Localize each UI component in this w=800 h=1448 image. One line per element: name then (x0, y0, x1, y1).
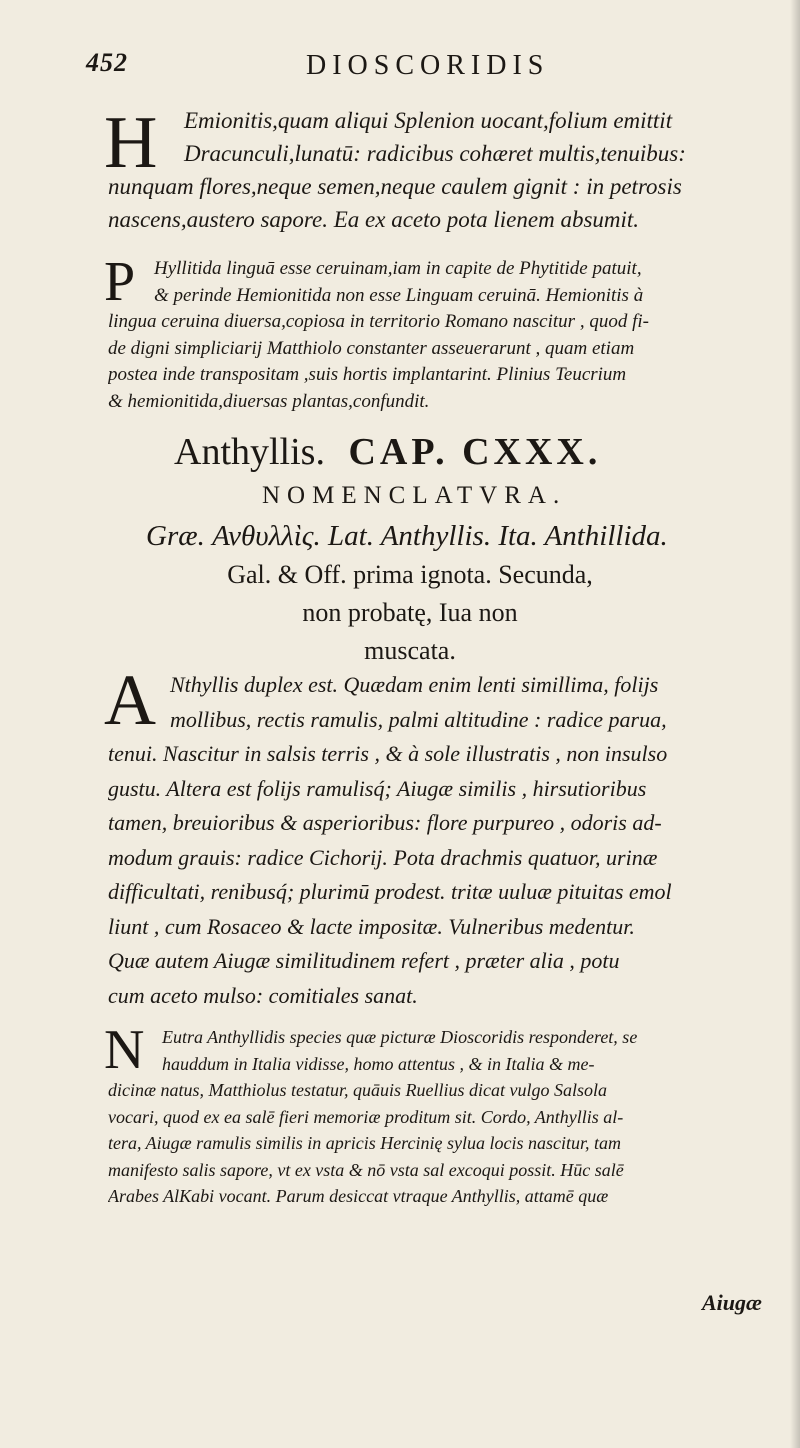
text-line: non probatę, Iua non (302, 598, 518, 627)
text-line: vocari, quod ex ea salē fieri memoriæ proditum sit. Cordo, Anthyllis al- (108, 1106, 624, 1127)
paragraph-anthyllis-commentary (104, 1019, 798, 1210)
text-line: liunt , cum Rosaceo & lacte impositæ. Vulneribus medentur. (108, 913, 635, 939)
nomenclatura-heading: NOMENCLATVRA. (262, 482, 567, 509)
text-line: Gal. & Off. prima ignota. Secunda, (227, 560, 593, 589)
synonyms-line: Græ. Ανθυλλὶς. Lat. Anthyllis. Ita. Anthillida. (146, 520, 668, 552)
text-line: nunquam flores,neque semen,neque caulem gignit : in petrosis (108, 174, 682, 199)
text-line: Dracunculi,lunatū: radicibus cohæret multis,tenuibus: (184, 141, 686, 166)
text-line: Eutra Anthyllidis species quæ picturæ Dioscoridis responderet, se (162, 1027, 638, 1047)
text-line: dicinæ natus, Matthiolus testatur, quāuis Ruellius dicat vulgo Salsola (108, 1080, 607, 1100)
text-line: muscata. (364, 636, 456, 665)
paragraph-hemionitis (104, 102, 798, 236)
text-line: Emionitis,quam aliqui Splenion uocant,folium emittit (184, 108, 673, 133)
text-line: Hyllitida linguā esse ceruinam,iam in capite de Phytitide patuit, (154, 258, 642, 279)
text-line: & perinde Hemionitida non esse Linguam ceruinā. Hemionitis à (154, 284, 644, 306)
text-line: difficultati, renibusq́; plurimū prodest. tritæ uuluæ pituitas emol (108, 879, 672, 904)
drop-cap-initial: A (104, 660, 156, 740)
text-line: lingua ceruina diuersa,copiosa in territorio Romano nascitur , quod fi- (108, 311, 649, 332)
drop-cap-initial: N (104, 1019, 145, 1081)
text-line: tera, Aiugæ ramulis similis in apricis Hercinię sylua locis nascitur, tam (108, 1133, 621, 1153)
text-line: Quæ autem Aiugæ similitudinem refert , præter alia , potu (108, 948, 620, 973)
chapter-name: Anthyllis. (174, 431, 325, 473)
text-line: tamen, breuioribus & asperioribus: flore purpureo , odoris ad- (108, 810, 662, 835)
page-number: 452 (86, 48, 128, 77)
catchword: Aiugæ (702, 1290, 762, 1315)
running-title: DIOSCORIDIS (306, 50, 550, 81)
officinal-names (200, 556, 620, 670)
chapter-number: CAP. CXXX. (348, 431, 602, 473)
text-line: Arabes AlKabi vocant. Parum desiccat vtraque Anthyllis, attamē quæ (108, 1186, 609, 1206)
paragraph-phyllitis-commentary (104, 251, 798, 415)
text-line: de digni simpliciarij Matthiolo constanter asseuerarunt , quam etiam (108, 337, 635, 359)
text-line: tenui. Nascitur in salsis terris , & à sole illustratis , non insulso (108, 741, 668, 766)
chapter-heading (174, 430, 601, 474)
text-line: hauddum in Italia vidisse, homo attentus , & in Italia & me- (162, 1053, 595, 1074)
text-line: Nthyllis duplex est. Quædam enim lenti simillima, folijs (170, 672, 659, 697)
drop-cap-initial: H (104, 102, 158, 184)
running-head (86, 48, 640, 88)
drop-cap-initial: P (104, 251, 136, 313)
text-line: gustu. Altera est folijs ramulisq́; Aiugæ similis , hirsutioribus (108, 775, 647, 801)
text-line: modum grauis: radice Cichorij. Pota drachmis quatuor, urinæ (108, 844, 658, 870)
text-line: nascens,austero sapore. Ea ex aceto pota lienem absumit. (108, 207, 640, 232)
text-line: postea inde transpositam ,suis hortis implantarint. Plinius Teucrium (108, 364, 627, 385)
text-line: mollibus, rectis ramulis, palmi altitudine : radice parua, (170, 706, 667, 732)
paragraph-anthyllis-description (104, 660, 798, 1013)
text-line: cum aceto mulso: comitiales sanat. (108, 982, 418, 1008)
text-line: & hemionitida,diuersas plantas,confundit. (108, 390, 430, 412)
text-line: manifesto salis sapore, vt ex vsta & nō vsta sal excoqui possit. Hūc salē (108, 1159, 624, 1180)
